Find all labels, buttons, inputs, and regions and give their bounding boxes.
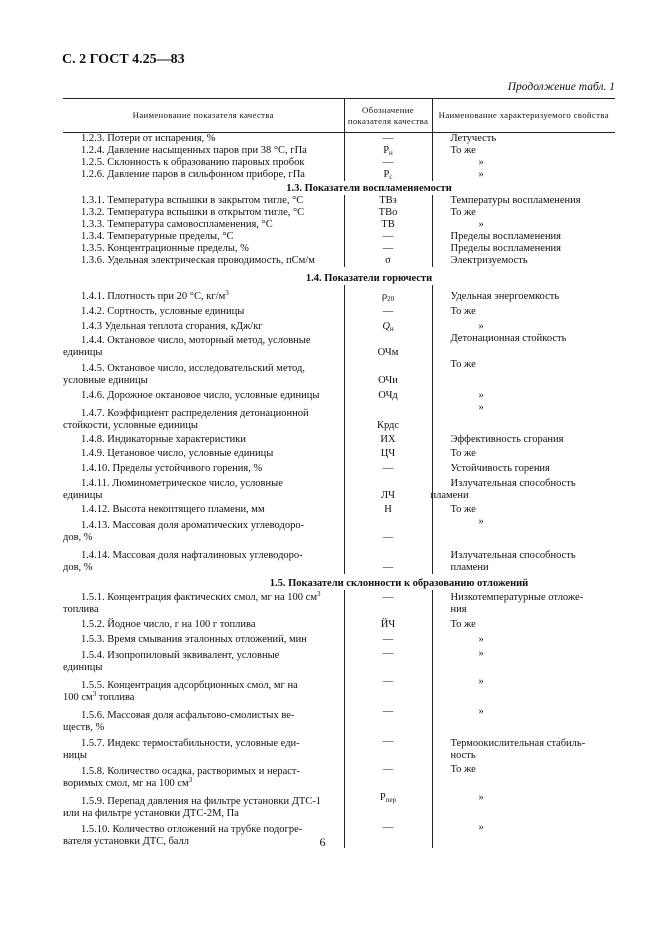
row-code: ТВз — [344, 195, 432, 207]
row-name: 1.5.1. Концентрация фактических смол, мг на 100 см — [81, 592, 317, 603]
row-name: 1.3.1. Температура вспышки в закрытом тигле, °С — [81, 195, 304, 206]
row-property: » — [478, 634, 484, 645]
table-row — [63, 157, 615, 169]
row-name-cont: 100 см — [63, 692, 93, 703]
row-code: — — [344, 646, 432, 674]
row-name-cont: единицы — [63, 490, 103, 501]
table-row — [63, 303, 615, 318]
row-name-cont: ществ, % — [63, 722, 105, 733]
row-code: ЦЧ — [344, 446, 432, 460]
row-property: То же — [450, 359, 476, 370]
row-property: Детонационная стойкость — [450, 333, 567, 344]
page-header: С. 2 ГОСТ 4.25—83 — [62, 52, 185, 67]
table-row — [63, 631, 615, 646]
table-row — [63, 446, 615, 460]
row-property: Низкотемпературные отложе- ния — [450, 592, 584, 615]
row-code: $\rho_{20}$ — [344, 285, 432, 303]
row-code: — — [344, 820, 432, 848]
row-property: Излучательная способность пламени — [430, 478, 576, 501]
table-row — [63, 387, 615, 402]
row-name: 1.5.4. Изопропиловый эквивалент, условные — [81, 650, 280, 661]
row-property: То же — [450, 306, 476, 317]
table-row — [63, 145, 615, 157]
row-name: 1.4.9. Цетановое число, условные единицы — [81, 448, 274, 459]
row-property: Пределы воспламенения — [450, 243, 562, 254]
row-code: — — [344, 544, 432, 574]
row-property: » — [478, 390, 484, 401]
row-property: » — [478, 676, 484, 687]
row-property: » — [478, 219, 484, 230]
row-name-cont: дов, % — [63, 532, 93, 543]
table-row — [63, 516, 615, 544]
row-name: 1.2.3. Потери от испарения, % — [81, 133, 216, 144]
column-header-name: Наименование показателя качества — [63, 99, 344, 133]
row-name: 1.5.8. Количество осадка, растворимых и нераст- — [81, 766, 300, 777]
row-code: $Р_с$ — [344, 169, 432, 181]
row-name-cont: дов, % — [63, 562, 93, 573]
row-name: 1.3.4. Температурные пределы, °С — [81, 231, 234, 242]
row-property: То же — [450, 448, 476, 459]
table-row — [63, 734, 615, 762]
row-name: 1.4.14. Массовая доля нафталиновых углеводоро- — [81, 550, 303, 561]
row-property: Летучесть — [450, 133, 497, 144]
row-code: — — [344, 157, 432, 169]
table-row — [63, 646, 615, 674]
row-name: 1.3.2. Температура вспышки в открытом тигле, °С — [81, 207, 305, 218]
row-code: — — [344, 631, 432, 646]
row-name: 1.4.13. Массовая доля ароматических углеводоро- — [81, 520, 305, 531]
row-property: » — [478, 648, 484, 659]
table-row — [63, 195, 615, 207]
row-code: — — [344, 734, 432, 762]
table-row: 1.5.8. Количество осадка, растворимых и нераст- воримых смол, мг на 100 $см^3$ — То же — [63, 762, 615, 790]
row-property: То же — [450, 619, 476, 630]
row-code: $Q_н$ — [344, 318, 432, 333]
table-row — [63, 207, 615, 219]
section-heading-row — [63, 267, 615, 285]
row-name-cont: или на фильтре установки ДТС-2М, Па — [63, 808, 239, 819]
row-code: — — [344, 762, 432, 790]
table-header-row — [63, 99, 615, 133]
table-row — [63, 333, 615, 359]
row-property: Удельная энергоемкость — [450, 291, 560, 302]
row-name-cont: ницы — [63, 750, 87, 761]
row-code: ОЧи — [344, 359, 432, 387]
row-name-cont: единицы — [63, 662, 103, 673]
row-name: 1.3.3. Температура самовоспламенения, °С — [81, 219, 273, 230]
section-heading: 1.5. Показатели склонности к образованию отложений — [269, 578, 529, 589]
row-name: 1.4.4. Октановое число, моторный метод, условные — [81, 335, 311, 346]
row-code: — — [344, 590, 432, 616]
row-name: 1.5.5. Концентрация адсорбционных смол, мг на — [81, 680, 298, 691]
row-property: То же — [450, 145, 476, 156]
row-code: — — [344, 303, 432, 318]
row-code: Крдс — [344, 402, 432, 432]
row-code: — — [344, 133, 432, 146]
row-name: 1.4.12. Высота некоптящего пламени, мм — [81, 504, 265, 515]
row-property: » — [478, 516, 484, 527]
row-name: 1.5.6. Массовая доля асфальтово-смолистых ве- — [81, 710, 295, 721]
row-property: » — [478, 822, 484, 833]
row-property: » — [478, 169, 484, 180]
table-row: 1.5.5. Концентрация адсорбционных смол, мг на 100 $см^3$ топлива — » — [63, 674, 615, 704]
row-name: 1.4.3 Удельная теплота сгорания, кДж/кг — [81, 321, 263, 332]
row-code: — — [344, 674, 432, 704]
row-name: 1.4.8. Индикаторные характеристики — [81, 434, 247, 445]
row-code: ЙЧ — [344, 616, 432, 631]
section-heading-row — [63, 574, 615, 590]
page-number: 6 — [319, 835, 326, 849]
row-property: » — [478, 321, 484, 332]
table-row — [63, 255, 615, 267]
row-name: 1.2.4. Давление насыщенных паров при 38 °С, гПа — [81, 145, 307, 156]
row-code: Н — [344, 502, 432, 516]
row-property: Электризуемость — [450, 255, 528, 266]
row-name: 1.4.1. Плотность при 20 °С, кг/м — [81, 291, 226, 302]
row-code: ОЧм — [344, 333, 432, 359]
row-code: ИХ — [344, 432, 432, 446]
row-property: » — [478, 402, 484, 413]
table-row — [63, 133, 615, 146]
row-code: ТВо — [344, 207, 432, 219]
table-row: 1.4.1. Плотность при 20 °С, $кг/м^3$ $\rho_{20}$ Удельная энергоемкость — [63, 285, 615, 303]
row-name: 1.5.10. Количество отложений на трубке подогре- — [81, 824, 303, 835]
table-row — [63, 616, 615, 631]
row-name: 1.4.7. Коэффициент распределения детонационной — [81, 408, 309, 419]
table-row — [63, 790, 615, 820]
table-row — [63, 318, 615, 333]
row-name-cont: условные единицы — [63, 375, 148, 386]
row-property: То же — [450, 207, 476, 218]
row-code: σ — [344, 255, 432, 267]
row-code: ОЧд — [344, 387, 432, 402]
table-row: 1.5.1. Концентрация фактических смол, мг на 100 $см^3$ топлива — Низкотемпературные отложе- ния — [63, 590, 615, 616]
row-name: 1.2.5. Склонность к образованию паровых пробок — [81, 157, 305, 168]
table-row — [63, 544, 615, 574]
row-name: 1.5.9. Перепад давления на фильтре установки ДТС-1 — [81, 796, 322, 807]
row-code: $Р_н$ — [344, 145, 432, 157]
row-name-cont: вателя установки ДТС, балл — [63, 836, 190, 847]
row-property: То же — [450, 764, 476, 775]
row-code: — — [344, 460, 432, 475]
row-name: 1.4.2. Сортность, условные единицы — [81, 306, 245, 317]
row-code: — — [344, 516, 432, 544]
row-name: 1.4.10. Пределы устойчивого горения, % — [81, 463, 263, 474]
row-name: 1.5.3. Время смывания эталонных отложений, мин — [81, 634, 307, 645]
section-heading: 1.4. Показатели горючести — [305, 273, 433, 284]
row-property: Пределы воспламенения — [450, 231, 562, 242]
table-row — [63, 432, 615, 446]
row-code: — — [344, 231, 432, 243]
table-row — [63, 704, 615, 734]
row-name: 1.4.5. Октановое число, исследовательский метод, — [81, 363, 305, 374]
row-code: — — [344, 243, 432, 255]
row-property: » — [478, 157, 484, 168]
row-property: Температуры воспламенения — [450, 195, 581, 206]
section-heading-row — [63, 181, 615, 195]
table-row — [63, 219, 615, 231]
row-name: 1.5.2. Йодное число, г на 100 г топлива — [81, 619, 256, 630]
row-property: Устойчивость горения — [450, 463, 550, 474]
row-name: 1.5.7. Индекс термостабильности, условные еди- — [81, 738, 300, 749]
table-row — [63, 169, 615, 181]
row-name-cont: топлива — [63, 604, 99, 615]
row-code: ЛЧ — [344, 475, 432, 502]
row-name-cont: воримых смол, мг на 100 см — [63, 778, 189, 789]
row-name-cont: стойкости, условные единицы — [63, 420, 198, 431]
table-row — [63, 359, 615, 387]
row-name: 1.4.11. Люминометрическое число, условные — [81, 478, 283, 489]
table-row — [63, 460, 615, 475]
row-name: 1.3.5. Концентрационные пределы, % — [81, 243, 249, 254]
table-row — [63, 475, 615, 502]
row-property: Эффективность сгорания — [450, 434, 564, 445]
quality-indicators-table — [63, 98, 615, 848]
row-name-cont: единицы — [63, 347, 103, 358]
section-heading: 1.3. Показатели воспламеняемости — [286, 183, 452, 194]
table-continuation-label: Продолжение табл. 1 — [507, 81, 615, 93]
column-header-property: Наименование характеризуемого свойства — [432, 99, 615, 133]
row-code: ТВ — [344, 219, 432, 231]
row-code: $Р_{пер}$ — [344, 790, 432, 820]
row-property: » — [478, 792, 484, 803]
table-row — [63, 402, 615, 432]
row-property: То же — [450, 504, 476, 515]
table-row — [63, 243, 615, 255]
table-row — [63, 231, 615, 243]
row-name: 1.4.6. Дорожное октановое число, условные единицы — [81, 390, 320, 401]
row-property: Термоокислительная стабиль- ность — [450, 738, 586, 761]
row-property: Излучательная способность пламени — [450, 550, 576, 573]
table-row — [63, 502, 615, 516]
row-code: — — [344, 704, 432, 734]
row-property: » — [478, 706, 484, 717]
row-name: 1.3.6. Удельная электрическая проводимость, пСм/м — [81, 255, 315, 266]
column-header-code: Обозначение показателя качества — [344, 99, 432, 133]
row-name: 1.2.6. Давление паров в сильфонном приборе, гПа — [81, 169, 305, 180]
